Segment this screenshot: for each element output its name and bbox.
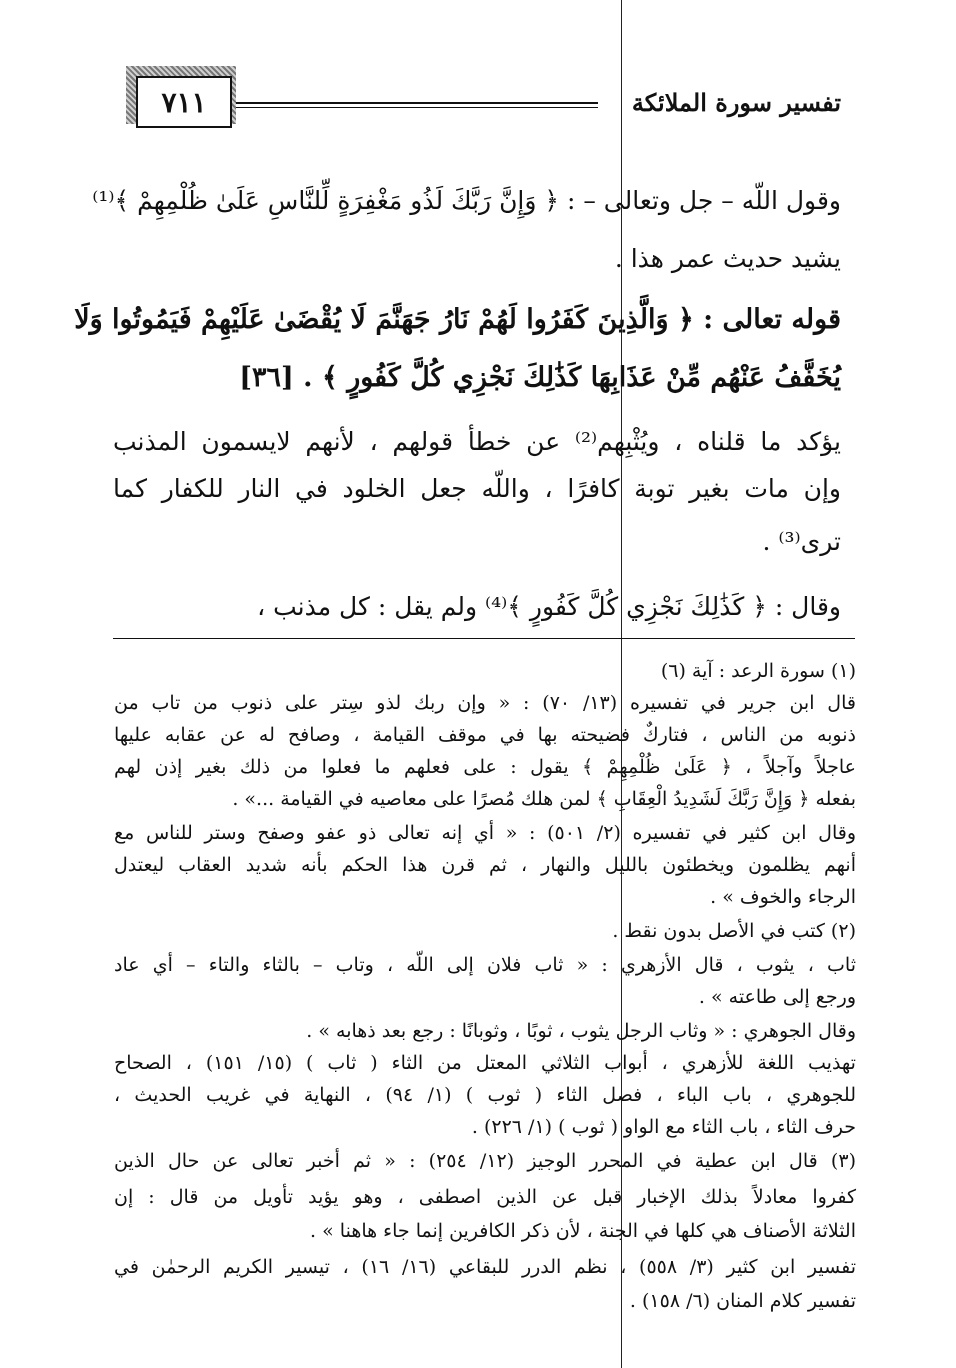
footnote-line: الثلاثة الأصناف هي كلها في الجنة ، لأن ذكر الكافرين إنما جاء هاهنا » .	[310, 1220, 856, 1242]
footnote-line: حرف الثاء ، باب الثاء مع الواو ( ثوب ) (١/ ٢٢٦) .	[471, 1116, 856, 1138]
footnote-line: الرجاء والخوف » .	[710, 886, 856, 908]
footnote-line: (٣) قال ابن عطية في المحرر الوجيز (١٢/ ٢٥٤) : « ثم أخبر تعالى عن حال الذين	[114, 1150, 856, 1172]
footnote-line: قال ابن جرير في تفسيره (١٣/ ٧٠) : « وإن ربك لذو سِتر على ذنوب من تاب من	[114, 692, 856, 714]
header-rule-thin	[236, 107, 598, 108]
text-line: يؤكد ما قلناه ، ويُثْبِهم⁽²⁾ عن خطأ قولهم ، لأنهم لايسمون المذنب	[113, 427, 841, 456]
footnote-line: ورجع إلى طاعته » .	[698, 986, 856, 1008]
verse-line: قوله تعالى : ﴿ وَالَّذِينَ كَفَرُوا لَهُمْ نَارُ جَهَنَّمَ لَا يُقْضَىٰ عَلَيْهِمْ فَيَمُوتُوا وَلَا	[74, 304, 841, 335]
page-number: ٧١١	[136, 76, 232, 128]
footnote-line: تهذيب اللغة للأزهري ، أبواب الثلاثي المعتل من الثاء ( ثاب ) (١٥/ ١٥١) ، الصحاح	[114, 1052, 856, 1074]
footnote-line: بفعله ﴿ وَإِنَّ رَبَّكَ لَشَدِيدُ الْعِقَابِ ﴾ لمن هلك مُصرًا على معاصيه في القيامة ...» .	[232, 788, 856, 810]
text-line: وقال : ﴿ كَذَٰلِكَ نَجْزِي كُلَّ كَفُورٍ ﴾⁽⁴⁾ ولم يقل : كل مذنب ،	[257, 592, 841, 621]
text-line: وقول اللّه – جل وتعالى – : ﴿ وَإِنَّ رَبَّكَ لَذُو مَغْفِرَةٍ لِّلنَّاسِ عَلَىٰ ظُلْمِهِمْ ﴾⁽¹⁾	[92, 186, 841, 215]
footnote-line: ثاب ، يثوب ، قال الأزهري : « ثاب فلان إلى اللّه ، وتاب – بالثاء والتاء – أي عاد	[114, 954, 856, 976]
verse-line: يُخَفَّفُ عَنْهُم مِّنْ عَذَابِهَا كَذَٰلِكَ نَجْزِي كُلَّ كَفُورٍ ﴾ . [٣٦]	[239, 362, 841, 393]
text-line: وإن مات بغير توبة كافرًا ، واللّه جعل الخلود في النار للكفار كما	[113, 474, 841, 503]
footnote-line: وقال الجوهري : « وثاب الرجل يثوب ، ثوبًا ، وثوبانًا : رجع بعد ذهابه » .	[306, 1020, 856, 1042]
footnote-line: (٢) كتب في الأصل بدون نقط .	[612, 920, 856, 942]
text-line: ترى⁽³⁾ .	[762, 527, 841, 556]
header-rule	[236, 102, 598, 104]
footnote-line: كفروا معادلاً بذلك الإخبار قبل عن الذين اصطفى ، وهو يؤيد تأويل من قال : إن	[114, 1186, 856, 1208]
footnote-line: أنهم يظلمون ويخطئون بالليل والنهار ، ثم قرن هذا الحكم بأنه شديد العقاب ليعتدل	[114, 854, 856, 876]
footnote-line: تفسير كلام المنان (٦/ ١٥٨) .	[629, 1290, 856, 1312]
footnote-line: (١) سورة الرعد : آية (٦)	[660, 660, 856, 682]
footnote-line: عاجلاً وآجلاً ، ﴿ عَلَىٰ ظُلْمِهِمْ ﴾ يقول : على فعلهم ما فعلوا من ذلك بغير إذن لهم	[114, 756, 856, 778]
footnote-line: تفسير ابن كثير (٣/ ٥٥٨) ، نظم الدرر للبقاعي (١٦/ ١٦) ، تيسير الكريم الرحمٰن في	[114, 1256, 856, 1278]
footnote-line: ذنوبه من الناس ، فتاركٌ فضيحته بها في موقف القيامة ، وصافح له عن عقابه عليها	[114, 724, 856, 746]
text-line: يشيد حديث عمر هذا .	[614, 244, 841, 273]
running-header-title: تفسير سورة الملائكة	[631, 88, 841, 117]
footnote-line: للجوهري ، باب الباء ، فصل الثاء ( ثوب ) (١/ ٩٤) ، النهاية في غريب الحديث ،	[114, 1084, 856, 1106]
footnote-line: وقال ابن كثير في تفسيره (٢/ ٥٠١) : « أي إنه تعالى ذو عفو وصفح وستر للناس مع	[114, 822, 856, 844]
footnote-separator	[113, 638, 855, 639]
